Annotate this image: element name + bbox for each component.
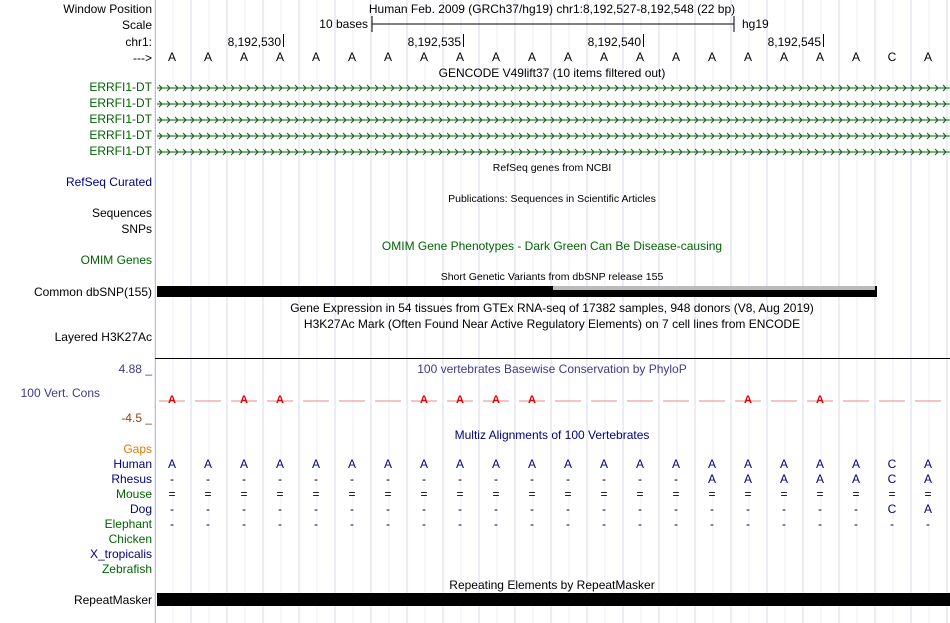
multiz-base: -	[242, 502, 246, 516]
multiz-species-label[interactable]: Rhesus	[111, 472, 152, 486]
multiz-base: -	[386, 502, 390, 516]
multiz-base: =	[744, 487, 752, 501]
scale-text: 10 bases	[319, 17, 368, 31]
scale-label: Scale	[121, 18, 152, 32]
multiz-base: =	[888, 487, 896, 501]
multiz-base: A	[635, 457, 645, 471]
multiz-base: -	[314, 502, 318, 516]
dbsnp-label[interactable]: Common dbSNP(155)	[33, 285, 152, 299]
multiz-gaps-label[interactable]: Gaps	[123, 442, 152, 456]
base-letter: A	[311, 50, 321, 64]
multiz-base: -	[710, 517, 714, 531]
gencode-transcript-line[interactable]	[157, 147, 950, 157]
multiz-base: -	[458, 517, 462, 531]
multiz-base: -	[386, 517, 390, 531]
multiz-base: -	[818, 517, 822, 531]
multiz-base: -	[458, 472, 462, 486]
multiz-base: -	[494, 472, 498, 486]
base-letter: A	[599, 50, 609, 64]
multiz-species-label[interactable]: Elephant	[104, 517, 152, 531]
multiz-base: =	[348, 487, 356, 501]
ruler-tick	[643, 34, 644, 47]
gencode-transcript-line[interactable]	[157, 115, 950, 125]
multiz-base: -	[674, 472, 678, 486]
multiz-base: A	[419, 457, 429, 471]
gtex-title: Gene Expression in 54 tissues from GTEx RNA-seq of 17382 samples, 948 donors (V8, Aug 2019)	[290, 301, 814, 315]
multiz-base: -	[566, 502, 570, 516]
multiz-title: Multiz Alignments of 100 Vertebrates	[454, 428, 650, 442]
multiz-base: -	[206, 502, 210, 516]
multiz-base: -	[566, 517, 570, 531]
multiz-base: =	[852, 487, 860, 501]
phylop-logo-letter: A	[456, 394, 464, 406]
multiz-species-label[interactable]: Dog	[129, 502, 152, 516]
multiz-base: -	[206, 472, 210, 486]
base-letter: A	[419, 50, 429, 64]
scale-bar	[370, 14, 736, 34]
multiz-base: -	[818, 502, 822, 516]
multiz-base: =	[672, 487, 680, 501]
multiz-base: -	[566, 472, 570, 486]
multiz-base: =	[384, 487, 392, 501]
h3k27ac-baseline	[155, 358, 950, 359]
multiz-base: =	[708, 487, 716, 501]
gencode-transcript-line[interactable]	[157, 83, 950, 93]
refseq-title: RefSeq genes from NCBI	[492, 162, 612, 174]
multiz-base: -	[170, 517, 174, 531]
base-letter: A	[527, 50, 537, 64]
base-letter: A	[203, 50, 213, 64]
multiz-base: -	[854, 517, 858, 531]
phylop-logo-letter: A	[744, 394, 752, 406]
gencode-transcript-line[interactable]	[157, 99, 950, 109]
multiz-base: =	[636, 487, 644, 501]
phylop-logo-letter: A	[240, 394, 248, 406]
gencode-item-label[interactable]: ERRFI1-DT	[89, 144, 152, 158]
multiz-base: A	[383, 457, 393, 471]
multiz-base: C	[887, 502, 897, 516]
refseq-label[interactable]: RefSeq Curated	[65, 175, 152, 189]
multiz-base: A	[743, 457, 753, 471]
multiz-base: =	[312, 487, 320, 501]
label-divider-line	[155, 0, 156, 623]
multiz-base: A	[275, 457, 285, 471]
multiz-base: -	[746, 502, 750, 516]
multiz-base: A	[599, 457, 609, 471]
multiz-base: -	[638, 517, 642, 531]
phylop-logo-letter: A	[528, 394, 536, 406]
multiz-base: =	[168, 487, 176, 501]
multiz-base: -	[530, 472, 534, 486]
multiz-base: -	[638, 502, 642, 516]
multiz-base: -	[242, 472, 246, 486]
multiz-base: -	[422, 472, 426, 486]
phylop-max-label: 4.88 _	[118, 362, 152, 376]
multiz-base: -	[926, 517, 930, 531]
multiz-base: A	[347, 457, 357, 471]
ruler-tick	[823, 34, 824, 47]
multiz-base: A	[311, 457, 321, 471]
multiz-species-label[interactable]: Human	[113, 457, 152, 471]
multiz-base: -	[278, 517, 282, 531]
multiz-base: A	[167, 457, 177, 471]
window-position-text: Human Feb. 2009 (GRCh37/hg19) chr1:8,192,527-8,192,548 (22 bp)	[368, 2, 736, 16]
multiz-base: -	[674, 502, 678, 516]
gencode-item-label[interactable]: ERRFI1-DT	[89, 112, 152, 126]
ruler-position-label: 8,192,530	[227, 35, 281, 49]
gencode-item-label[interactable]: ERRFI1-DT	[89, 96, 152, 110]
multiz-base: =	[456, 487, 464, 501]
multiz-base: A	[851, 472, 861, 486]
multiz-base: -	[314, 472, 318, 486]
multiz-base: =	[816, 487, 824, 501]
base-letter: A	[851, 50, 861, 64]
base-letter: A	[923, 50, 933, 64]
multiz-base: =	[204, 487, 212, 501]
repeatmasker-title: Repeating Elements by RepeatMasker	[449, 578, 655, 592]
multiz-base: A	[707, 472, 717, 486]
multiz-species-label[interactable]: Mouse	[115, 487, 152, 501]
multiz-base: -	[278, 472, 282, 486]
multiz-base: =	[492, 487, 500, 501]
multiz-base: A	[491, 457, 501, 471]
ruler-position-label: 8,192,535	[407, 35, 461, 49]
multiz-base: -	[602, 502, 606, 516]
base-letter: A	[491, 50, 501, 64]
phylop-logo-letter: A	[168, 394, 176, 406]
multiz-base: =	[924, 487, 932, 501]
ruler-position-label: 8,192,540	[587, 35, 641, 49]
multiz-base: A	[923, 472, 933, 486]
multiz-base: -	[422, 517, 426, 531]
multiz-species-label[interactable]: Chicken	[108, 532, 152, 546]
base-letter: A	[743, 50, 753, 64]
window-position-label: Window Position	[63, 2, 152, 16]
multiz-base: A	[923, 457, 933, 471]
multiz-base: A	[671, 457, 681, 471]
multiz-base: -	[170, 472, 174, 486]
multiz-base: -	[854, 502, 858, 516]
dbsnp-variant-highlight	[553, 286, 875, 290]
multiz-base: C	[887, 457, 897, 471]
multiz-base: -	[494, 517, 498, 531]
multiz-base: -	[242, 517, 246, 531]
base-letter: A	[167, 50, 177, 64]
multiz-base: -	[674, 517, 678, 531]
base-letter: A	[239, 50, 249, 64]
multiz-base: -	[782, 517, 786, 531]
omim-label[interactable]: OMIM Genes	[80, 253, 152, 267]
phylop-min-label: -4.5 _	[121, 411, 152, 425]
multiz-base: -	[278, 502, 282, 516]
multiz-base: -	[350, 502, 354, 516]
base-letter: A	[707, 50, 717, 64]
multiz-base: -	[530, 502, 534, 516]
multiz-base: -	[602, 517, 606, 531]
multiz-base: =	[600, 487, 608, 501]
base-letter: A	[383, 50, 393, 64]
base-letter: A	[671, 50, 681, 64]
multiz-base: A	[779, 457, 789, 471]
gencode-title: GENCODE V49lift37 (10 items filtered out)	[438, 66, 666, 80]
scale-assembly: hg19	[742, 17, 769, 31]
multiz-base: =	[276, 487, 284, 501]
h3k27ac-title: H3K27Ac Mark (Often Found Near Active Regulatory Elements) on 7 cell lines from ENCODE	[303, 317, 801, 331]
multiz-base: A	[527, 457, 537, 471]
multiz-base: -	[314, 517, 318, 531]
gencode-transcript-line[interactable]	[157, 131, 950, 141]
multiz-base: -	[782, 502, 786, 516]
gencode-item-label[interactable]: ERRFI1-DT	[89, 80, 152, 94]
multiz-base: A	[455, 457, 465, 471]
multiz-base: -	[746, 517, 750, 531]
base-letter: A	[275, 50, 285, 64]
base-letter: C	[887, 50, 897, 64]
multiz-base: =	[240, 487, 248, 501]
publications-snps-label[interactable]: SNPs	[121, 222, 152, 236]
multiz-base: -	[638, 472, 642, 486]
h3k27ac-label[interactable]: Layered H3K27Ac	[54, 330, 152, 344]
multiz-species-label[interactable]: Zebrafish	[101, 562, 152, 576]
multiz-base: =	[564, 487, 572, 501]
repeatmasker-label[interactable]: RepeatMasker	[73, 593, 152, 607]
multiz-base: A	[203, 457, 213, 471]
multiz-base: C	[887, 472, 897, 486]
gencode-item-label[interactable]: ERRFI1-DT	[89, 128, 152, 142]
publications-title: Publications: Sequences in Scientific Articles	[448, 193, 656, 205]
multiz-base: A	[851, 457, 861, 471]
multiz-base: =	[528, 487, 536, 501]
multiz-base: -	[494, 502, 498, 516]
multiz-base: A	[239, 457, 249, 471]
repeatmasker-bar[interactable]	[157, 593, 950, 606]
multiz-base: -	[530, 517, 534, 531]
multiz-base: -	[710, 502, 714, 516]
base-letter: A	[635, 50, 645, 64]
multiz-base: A	[923, 502, 933, 516]
multiz-base: -	[170, 502, 174, 516]
publications-sequences-label[interactable]: Sequences	[91, 206, 152, 220]
multiz-base: -	[350, 472, 354, 486]
multiz-base: A	[743, 472, 753, 486]
dbsnp-title: Short Genetic Variants from dbSNP release 155	[440, 271, 664, 283]
multiz-base: A	[815, 457, 825, 471]
ruler-position-label: 8,192,545	[767, 35, 821, 49]
base-letter: A	[779, 50, 789, 64]
multiz-base: -	[386, 472, 390, 486]
strand-label: --->	[133, 51, 152, 65]
ruler-tick	[283, 34, 284, 47]
base-letter: A	[815, 50, 825, 64]
phylop-logo-letter: A	[816, 394, 824, 406]
multiz-base: A	[563, 457, 573, 471]
base-letter: A	[347, 50, 357, 64]
phylop-logo-letter: A	[276, 394, 284, 406]
ruler-tick	[463, 34, 464, 47]
phylop-title: 100 vertebrates Basewise Conservation by PhyloP	[417, 362, 687, 376]
phylop-logo-letter: A	[420, 394, 428, 406]
phylop-logo-letter: A	[492, 394, 500, 406]
multiz-base: A	[815, 472, 825, 486]
omim-title: OMIM Gene Phenotypes - Dark Green Can Be Disease-causing	[381, 239, 723, 253]
multiz-base: -	[602, 472, 606, 486]
base-letter: A	[455, 50, 465, 64]
multiz-base: -	[890, 517, 894, 531]
multiz-base: -	[206, 517, 210, 531]
multiz-base: -	[350, 517, 354, 531]
phylop-logo-track	[155, 392, 950, 418]
base-letter: A	[563, 50, 573, 64]
multiz-base: =	[420, 487, 428, 501]
phylop-label[interactable]: 100 Vert. Cons	[20, 386, 100, 400]
multiz-base: =	[780, 487, 788, 501]
chrom-label: chr1:	[125, 35, 152, 49]
multiz-base: A	[779, 472, 789, 486]
multiz-base: -	[458, 502, 462, 516]
multiz-species-label[interactable]: X_tropicalis	[89, 547, 152, 561]
multiz-base: A	[707, 457, 717, 471]
multiz-base: -	[422, 502, 426, 516]
